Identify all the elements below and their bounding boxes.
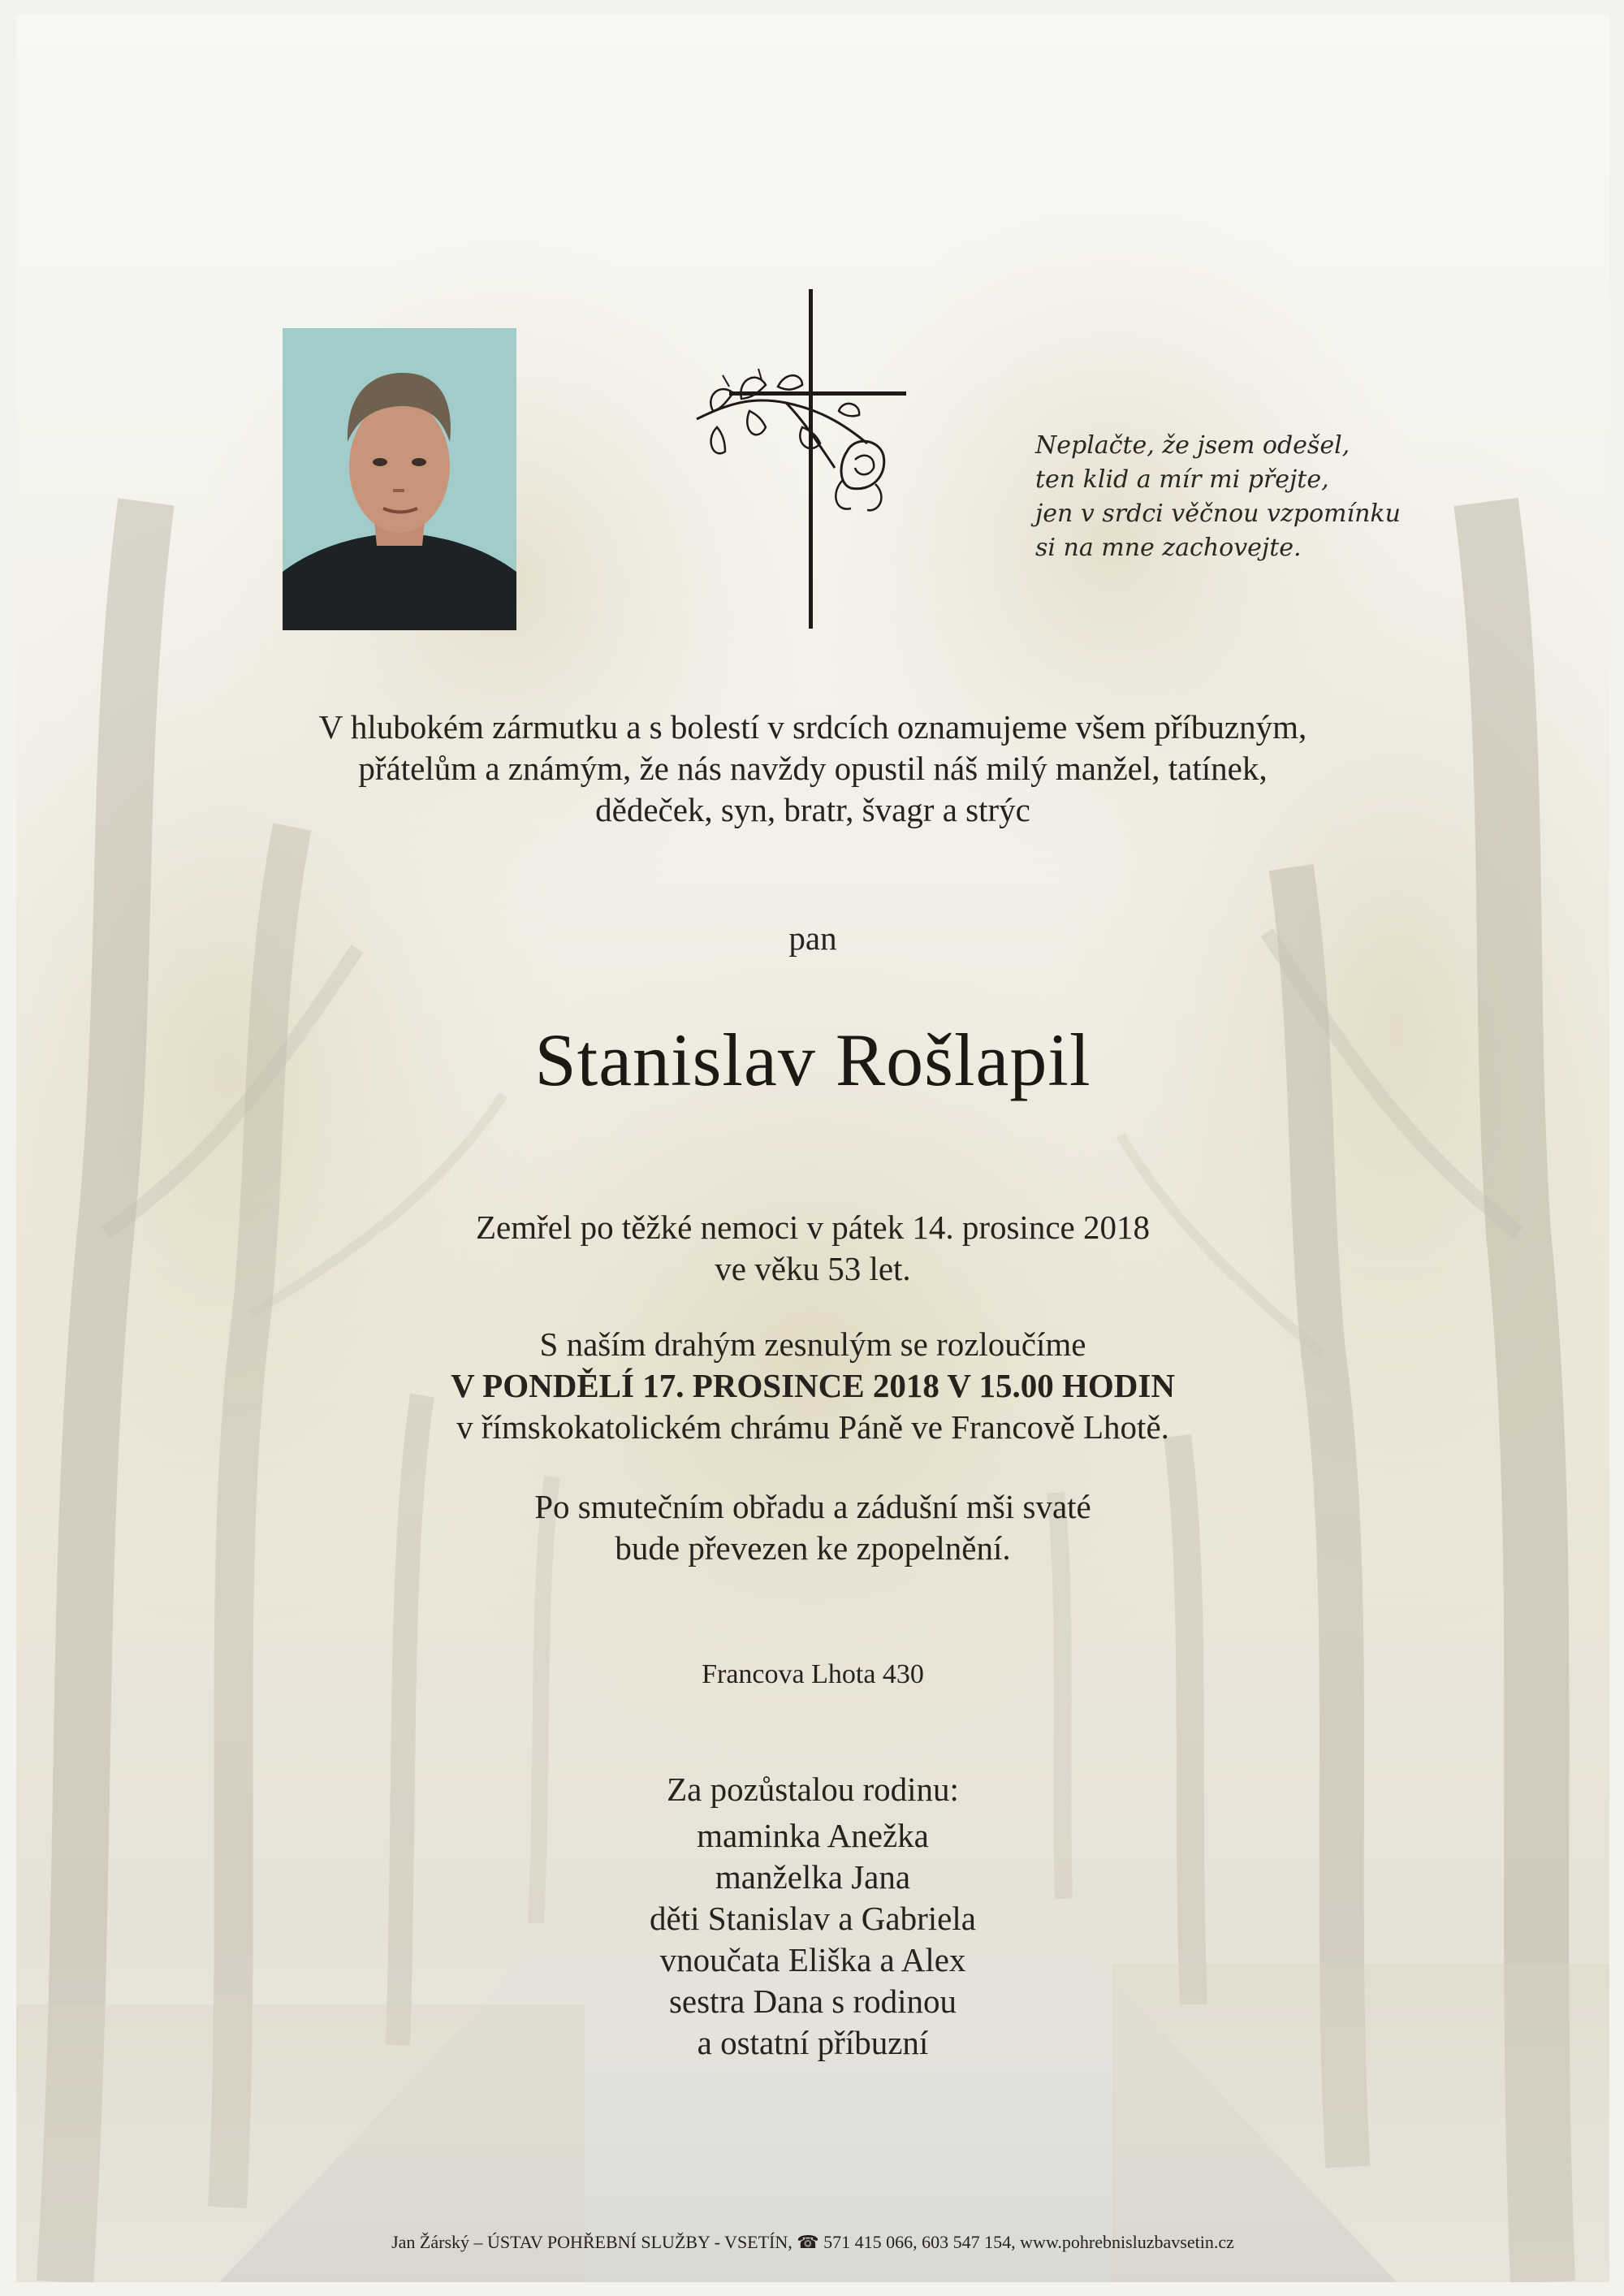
deceased-name: Stanislav Rošlapil <box>534 1018 1091 1101</box>
death-info <box>16 1207 1609 1290</box>
farewell-place: v římskokatolickém chrámu Páně ve Francově Lhotě. <box>456 1408 1169 1446</box>
after-ceremony-line: bude převezen ke zpopelnění. <box>615 1529 1011 1567</box>
after-ceremony-line: Po smutečním obřadu a zádušní mši svaté <box>534 1488 1091 1525</box>
cross-with-rose-icon <box>680 289 924 646</box>
poem <box>1035 429 1490 565</box>
portrait-photo <box>283 328 516 630</box>
announcement-line: V hlubokém zármutku a s bolestí v srdcích oznamujeme všem příbuzným, <box>318 708 1307 746</box>
death-info-line: ve věku 53 let. <box>715 1250 911 1287</box>
family-member: maminka Anežka <box>697 1817 929 1854</box>
obituary-sheet <box>16 15 1609 2282</box>
family-list <box>16 1769 1609 2064</box>
announcement-text <box>16 707 1609 831</box>
family-member: děti Stanislav a Gabriela <box>650 1900 976 1937</box>
announcement-line: přátelům a známým, že nás navždy opustil náš milý manžel, tatínek, <box>358 750 1268 787</box>
family-heading: Za pozůstalou rodinu: <box>667 1771 959 1808</box>
farewell-intro: S naším drahým zesnulým se rozloučíme <box>539 1325 1086 1363</box>
farewell-datetime: V PONDĚLÍ 17. PROSINCE 2018 V 15.00 HODIN <box>451 1367 1175 1404</box>
after-ceremony <box>16 1486 1609 1569</box>
farewell-info <box>16 1324 1609 1448</box>
family-member: vnoučata Eliška a Alex <box>659 1941 966 1978</box>
funeral-service-footer: Jan Žárský – ÚSTAV POHŘEBNÍ SLUŽBY - VSETÍN, ☎ 571 415 066, 603 547 154, www.pohrebnisluzbavsetin.cz <box>391 2232 1234 2252</box>
address: Francova Lhota 430 <box>702 1659 924 1689</box>
family-member: a ostatní příbuzní <box>697 2024 929 2061</box>
poem-line: jen v srdci věčnou vzpomínku <box>1035 499 1401 528</box>
poem-line: ten klid a mír mi přejte, <box>1035 465 1329 494</box>
family-member: manželka Jana <box>715 1858 911 1896</box>
announcement-line: dědeček, syn, bratr, švagr a strýc <box>595 791 1030 828</box>
poem-line: Neplačte, že jsem odešel, <box>1035 431 1350 460</box>
poem-line: si na mne zachovejte. <box>1035 534 1302 562</box>
salutation: pan <box>788 919 837 957</box>
family-member: sestra Dana s rodinou <box>668 1983 957 2020</box>
death-info-line: Zemřel po těžké nemoci v pátek 14. prosince 2018 <box>476 1209 1150 1246</box>
